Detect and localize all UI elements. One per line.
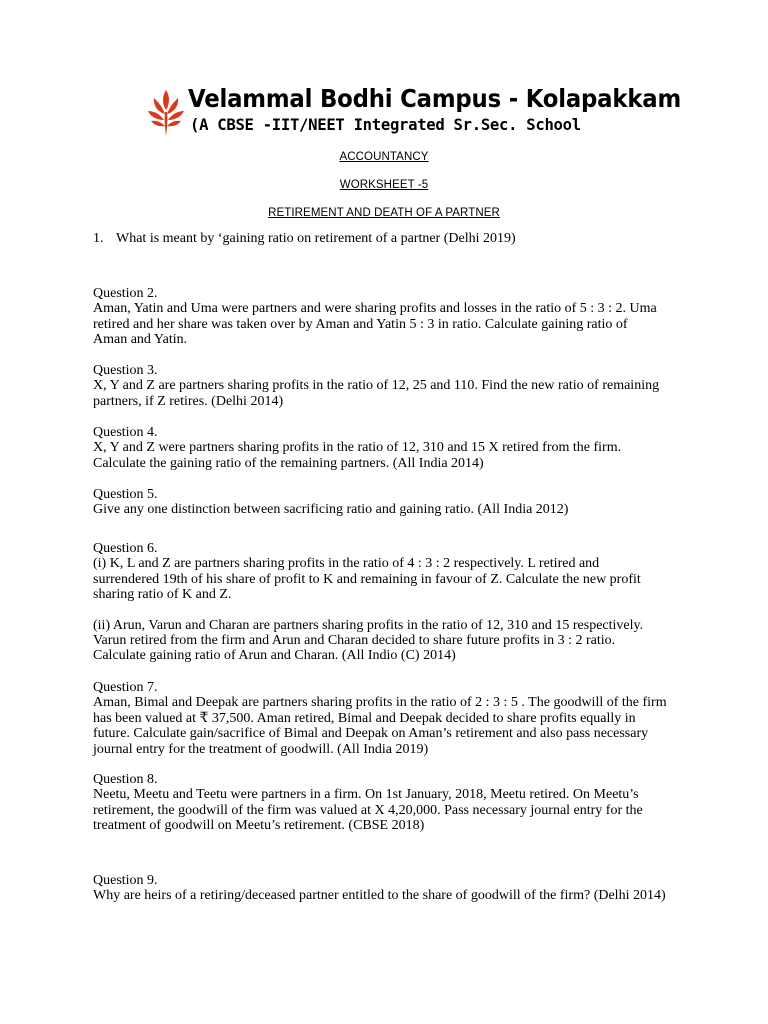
question-1 [93,231,516,247]
worksheet-title: WORKSHEET -5 [339,179,429,191]
question-8 [93,772,683,834]
question-text: X, Y and Z are partners sharing profits in the ratio of 12, 25 and 110. Find the new ratio of remaining [93,378,660,394]
question-text: Varun retired from the firm and Arun and Charan decided to share future profits in 3 : 2 ratio. [93,633,616,649]
question-number: 1. [93,231,104,246]
question-text: Give any one distinction between sacrificing ratio and gaining ratio. (All India 2012) [93,502,569,518]
question-text: future. Calculate gain/sacrifice of Bimal and Deepak on Aman’s retirement and also pass necessary [93,726,649,742]
question-text: Aman, Yatin and Uma were partners and were sharing profits and losses in the ratio of 5 : 3 : 2. Uma [93,301,657,317]
question-heading: Question 6. [93,541,158,556]
question-heading: Question 2. [93,286,158,301]
question-9 [93,873,683,904]
question-text: journal entry for the treatment of goodwill. (All India 2019) [93,741,429,757]
question-7 [93,680,683,757]
question-6-part-ii [93,618,683,664]
question-text: Calculate the gaining ratio of the remaining partners. (All India 2014) [93,455,484,471]
topic-title: RETIREMENT AND DEATH OF A PARTNER [268,207,500,219]
question-text: sharing ratio of K and Z. [93,587,232,603]
question-text: has been valued at ₹ 37,500. Aman retired, Bimal and Deepak decided to share profits equally in [93,710,636,726]
question-text: Why are heirs of a retiring/deceased partner entitled to the share of goodwill of the firm? (Delhi 2014) [93,888,666,904]
question-4 [93,425,683,471]
question-text: Neetu, Meetu and Teetu were partners in a firm. On 1st January, 2018, Meetu retired. On Meetu’s [93,787,639,803]
question-heading: Question 3. [93,363,158,378]
question-text: surrendered 19th of his share of profit to K and remaining in favour of Z. Calculate the new profit [93,571,641,587]
question-text: Calculate gaining ratio of Arun and Charan. (All Indio (C) 2014) [93,648,456,664]
question-text: partners, if Z retires. (Delhi 2014) [93,393,284,409]
question-3 [93,363,683,409]
question-heading: Question 7. [93,680,158,695]
question-text: treatment of goodwill on Meetu’s retirement. (CBSE 2018) [93,818,425,834]
question-heading: Question 4. [93,425,158,440]
school-logo-icon [148,90,184,136]
school-header [148,84,682,140]
question-2 [93,286,683,348]
question-text: What is meant by ‘gaining ratio on retirement of a partner (Delhi 2019) [116,231,516,246]
question-heading: Question 8. [93,772,158,787]
question-5 [93,487,683,518]
subject-title: ACCOUNTANCY [339,151,429,163]
question-text: (i) K, L and Z are partners sharing profits in the ratio of 4 : 3 : 2 respectively. L retired and [93,556,600,572]
question-text: Aman and Yatin. [93,332,188,348]
question-text: retirement, the goodwill of the firm was valued at X 4,20,000. Pass necessary journal entry for the [93,802,643,818]
question-text: Aman, Bimal and Deepak are partners sharing profits in the ratio of 2 : 3 : 5 . The goodwill of the firm [93,695,667,711]
school-name: Velammal Bodhi Campus - Kolapakkam [188,84,682,113]
school-subtitle: (A CBSE -IIT/NEET Integrated Sr.Sec. School [190,116,581,134]
question-heading: Question 5. [93,487,158,502]
question-text: X, Y and Z were partners sharing profits in the ratio of 12, 310 and 15 X retired from the firm. [93,440,622,456]
question-text: retired and her share was taken over by Aman and Yatin 5 : 3 in ratio. Calculate gaining ratio of [93,316,628,332]
question-heading: Question 9. [93,873,158,888]
question-6 [93,541,683,664]
question-text: (ii) Arun, Varun and Charan are partners sharing profits in the ratio of 12, 310 and 15 respectively. [93,617,644,633]
